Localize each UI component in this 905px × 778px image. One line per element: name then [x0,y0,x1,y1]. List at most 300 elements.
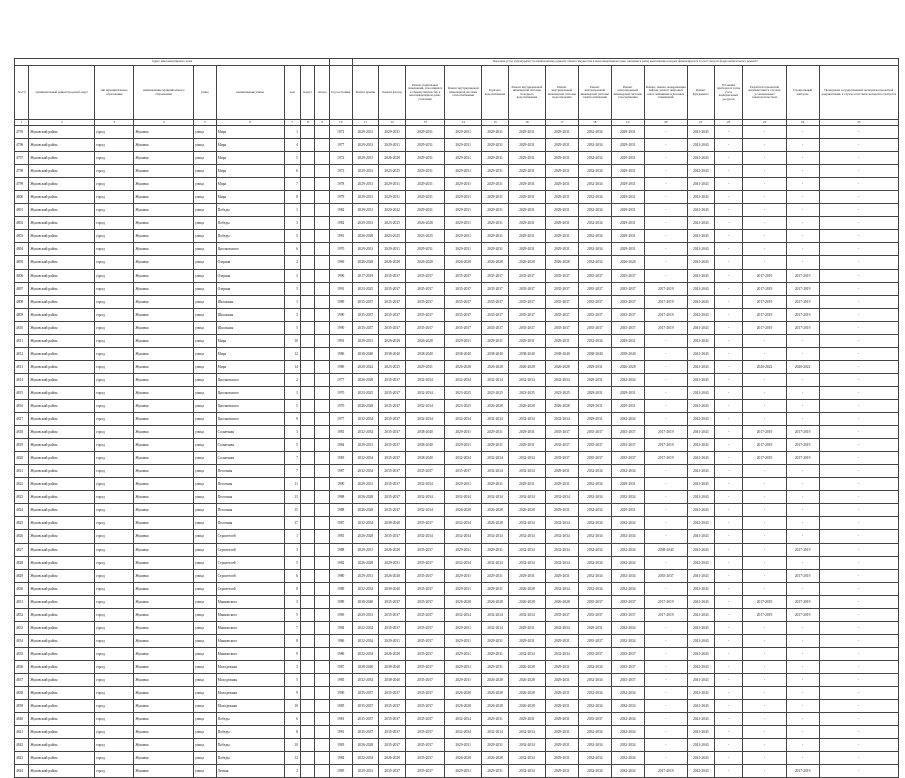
table-cell: - [743,386,786,399]
table-cell: - [786,413,819,426]
table-cell: Жуковка [134,426,194,439]
table-row [15,478,899,491]
table-cell: 2023-2025 [406,230,445,243]
table-cell: улица [194,386,217,399]
table-cell: - [743,752,786,765]
table-cell: 2026-2028 [482,687,509,700]
table-cell: 2041-2043 [687,752,714,765]
table-cell: - [786,556,819,569]
table-cell: 2032-2034 [545,621,578,634]
table-cell: 2041-2043 [687,139,714,152]
table-cell [315,256,330,269]
table-cell: 1988 [329,543,352,556]
table-cell: 10 [284,739,300,752]
table-cell: 2041-2043 [687,739,714,752]
table-cell [315,217,330,230]
table-cell: 2035-2037 [406,569,445,582]
table-cell: 2029-2031 [445,152,482,165]
table-cell [300,243,314,256]
table-cell: 2032-2034 [508,373,545,386]
table-cell: 2035-2037 [406,269,445,282]
table-cell: 2035-2037 [379,373,406,386]
table-cell: 2035-2037 [379,465,406,478]
table-cell: 2035-2037 [406,765,445,778]
table-cell: 2032-2034 [406,530,445,543]
table-cell: 2017-2019 [786,439,819,452]
table-cell: 2029-2031 [508,139,545,152]
table-cell [300,269,314,282]
table-cell: 2017-2019 [786,426,819,439]
table-cell: 2032-2034 [578,256,611,269]
table-cell: - [819,504,898,517]
table-cell: 2035-2037 [379,295,406,308]
table-cell: - [819,765,898,778]
table-cell: 2035-2037 [545,295,578,308]
table-cell: 2035-2037 [352,321,379,334]
table-cell: город [95,295,134,308]
table-cell: город [95,634,134,647]
table-cell: 4820 [15,452,29,465]
table-cell: 5 [284,608,300,621]
table-cell: 2029-2031 [482,217,509,230]
table-cell: 1969 [329,256,352,269]
table-cell: Жуковка [134,621,194,634]
table-cell: 2026-2028 [352,504,379,517]
table-cell: 2032-2034 [611,752,644,765]
table-cell: - [714,204,743,217]
table-cell: - [644,647,687,660]
table-cell: 2032-2034 [578,126,611,139]
table-cell: - [644,713,687,726]
table-cell: 2035-2037 [352,713,379,726]
table-cell: 2032-2034 [406,504,445,517]
table-cell: 4807 [15,282,29,295]
table-cell: - [743,465,786,478]
table-cell: город [95,504,134,517]
table-cell: 1973 [329,165,352,178]
table-cell [315,673,330,686]
table-cell: 1982 [329,217,352,230]
table-cell: город [95,256,134,269]
table-cell: 2041-2043 [687,556,714,569]
table-cell: 2032-2034 [352,517,379,530]
table-cell: улица [194,191,217,204]
table-cell: 2029-2031 [445,439,482,452]
table-cell: 2029-2031 [578,373,611,386]
table-cell [300,452,314,465]
table-cell: Циолковского [216,373,284,386]
table-cell: город [95,582,134,595]
table-cell [300,321,314,334]
table-cell: - [714,700,743,713]
table-cell: 2017-2019 [786,569,819,582]
table-cell [315,491,330,504]
table-cell: 2041-2043 [687,465,714,478]
table-cell: - [714,543,743,556]
table-cell [315,282,330,295]
table-cell: - [714,595,743,608]
table-cell: - [714,178,743,191]
table-cell: 2026-2028 [482,673,509,686]
table-cell: - [644,687,687,700]
table-cell: - [714,556,743,569]
table-cell: 2032-2034 [352,752,379,765]
table-cell: 4811 [15,334,29,347]
table-cell: 2041-2043 [687,178,714,191]
table-cell: 2029-2031 [352,334,379,347]
table-cell: 2029-2031 [406,204,445,217]
table-cell [315,569,330,582]
table-cell: Солнечная [216,452,284,465]
table-cell: 2026-2028 [545,256,578,269]
table-cell [300,660,314,673]
table-cell: - [714,426,743,439]
table-cell [315,191,330,204]
table-cell: улица [194,530,217,543]
column-header: Год постройки [329,66,352,120]
table-cell: 2035-2037 [352,687,379,700]
column-header: Проведение государственной экспертизы проектной документации, в случае если такая экспертиза требуется [819,66,898,120]
table-cell: 2026-2028 [482,700,509,713]
table-cell: - [644,191,687,204]
table-cell: 4796 [15,139,29,152]
column-number: 21 [687,120,714,126]
table-cell: - [819,204,898,217]
table-cell [315,347,330,360]
table-cell: - [743,491,786,504]
table-cell: - [819,426,898,439]
table-cell: 2038-2040 [379,517,406,530]
table-cell: город [95,517,134,530]
table-cell: Жуковка [134,673,194,686]
table-cell: Жуковка [134,713,194,726]
table-cell: 2038-2040 [445,347,482,360]
table-cell: - [714,660,743,673]
table-cell: улица [194,465,217,478]
table-cell: Летняя [216,765,284,778]
table-cell: Молодежная [216,673,284,686]
table-cell: Жуковский район [29,426,95,439]
table-cell: - [714,139,743,152]
table-cell: 2017-2019 [786,608,819,621]
table-cell: 2029-2031 [545,660,578,673]
table-cell: 2032-2034 [611,713,644,726]
table-cell: 2026-2028 [508,256,545,269]
table-cell: 4832 [15,608,29,621]
table-cell: 2035-2037 [352,700,379,713]
table-cell: 2032-2034 [578,165,611,178]
table-cell: улица [194,334,217,347]
table-cell: 2035-2037 [611,426,644,439]
table-cell: 2041-2043 [687,204,714,217]
table-cell [315,713,330,726]
table-cell: Маяковского [216,595,284,608]
table-cell: 2032-2034 [482,452,509,465]
table-row [15,360,899,373]
table-cell: 2041-2043 [687,700,714,713]
table-cell: - [786,347,819,360]
table-cell: 2032-2034 [578,139,611,152]
table-cell: 1990 [329,478,352,491]
table-cell: 2032-2034 [352,621,379,634]
table-cell [315,556,330,569]
table-cell: 2038-2040 [644,543,687,556]
table-cell [300,739,314,752]
table-cell: город [95,569,134,582]
table-cell: Строителей [216,530,284,543]
table-cell [300,543,314,556]
table-cell: 2041-2043 [687,660,714,673]
table-cell: 8 [284,191,300,204]
table-cell: 7 [284,178,300,191]
table-cell: Мира [216,139,284,152]
table-cell: 2032-2034 [508,752,545,765]
table-cell [315,413,330,426]
table-cell: - [786,673,819,686]
table-cell: 2035-2037 [578,295,611,308]
table-cell: 2035-2037 [611,439,644,452]
table-cell [315,543,330,556]
table-cell: 2029-2031 [508,230,545,243]
table-cell: - [644,634,687,647]
table-cell: 2029-2031 [352,543,379,556]
table-cell: 4810 [15,321,29,334]
table-cell: 2038-2040 [545,347,578,360]
table-cell: 2035-2037 [545,321,578,334]
table-cell: улица [194,517,217,530]
column-header: Ремонт внутридомовой инженерной системы холодного водоснабжения [508,66,545,120]
table-cell: - [819,399,898,412]
table-row [15,608,899,621]
table-cell: - [714,452,743,465]
table-cell: 2026-2028 [508,595,545,608]
table-cell: 2035-2037 [352,726,379,739]
table-cell: город [95,347,134,360]
table-cell: 1 [284,204,300,217]
table-cell: 2041-2043 [687,295,714,308]
table-cell: Жуковский район [29,321,95,334]
table-cell: 2029-2031 [352,217,379,230]
table-cell: 2041-2043 [687,399,714,412]
table-cell: - [714,308,743,321]
table-cell: 2032-2034 [578,465,611,478]
table-cell: - [743,569,786,582]
table-cell: 1984 [329,752,352,765]
table-cell: 2029-2031 [578,621,611,634]
table-cell: 9 [284,647,300,660]
table-cell: 4 [284,139,300,152]
table-cell: 2029-2031 [379,126,406,139]
table-cell: 2032-2034 [578,504,611,517]
table-cell [300,334,314,347]
table-cell: 2026-2028 [482,752,509,765]
table-cell [300,478,314,491]
table-cell: - [819,295,898,308]
table-cell: 2023-2025 [445,386,482,399]
table-cell: 4795 [15,126,29,139]
table-cell: 2041-2043 [687,569,714,582]
table-cell: 4840 [15,713,29,726]
table-cell: Жуковка [134,569,194,582]
table-cell: 2041-2043 [687,282,714,295]
table-cell: 2026-2028 [482,595,509,608]
table-cell: Строителей [216,582,284,595]
table-cell: 2032-2034 [611,687,644,700]
table-cell: - [743,178,786,191]
table-cell: 2032-2034 [611,739,644,752]
table-cell: 12 [284,752,300,765]
table-cell: 2029-2031 [482,126,509,139]
table-cell: Жуковский район [29,139,95,152]
table-cell: - [644,217,687,230]
table-cell: 2029-2031 [508,569,545,582]
table-body [15,126,899,778]
table-cell: - [786,386,819,399]
table-cell: - [819,439,898,452]
table-cell: 2035-2037 [482,308,509,321]
table-cell: 1985 [329,700,352,713]
table-cell: 2029-2031 [445,243,482,256]
table-cell: 2032-2034 [352,634,379,647]
table-cell: 4799 [15,178,29,191]
table-cell: - [819,126,898,139]
table-cell: Жуковский район [29,504,95,517]
table-cell: - [743,700,786,713]
table-cell: 2026-2028 [352,556,379,569]
table-cell: 2017-2019 [743,452,786,465]
table-cell: улица [194,243,217,256]
table-cell [300,230,314,243]
table-cell: 2032-2034 [445,713,482,726]
table-cell: 2032-2034 [482,530,509,543]
table-cell: 1985 [329,673,352,686]
column-number: 24 [786,120,819,126]
table-cell: 2029-2031 [445,178,482,191]
table-cell: 2029-2031 [611,126,644,139]
table-cell: Циолковского [216,243,284,256]
table-cell: 2041-2043 [687,713,714,726]
table-cell: 2029-2031 [508,713,545,726]
table-cell: Жуковка [134,217,194,230]
table-cell: Жуковка [134,517,194,530]
column-header: муниципальный район/городской округ [29,66,95,120]
table-cell: - [743,765,786,778]
table-cell: улица [194,504,217,517]
table-cell: 2032-2034 [578,478,611,491]
table-cell: - [819,582,898,595]
table-cell: Солнечная [216,439,284,452]
table-cell: 4833 [15,621,29,634]
table-cell: 2029-2031 [611,399,644,412]
table-cell: - [819,321,898,334]
table-cell: - [786,204,819,217]
table-cell: 2035-2037 [578,608,611,621]
table-cell: - [714,347,743,360]
column-number: 1 [15,120,29,126]
table-cell: 2029-2031 [545,569,578,582]
table-cell: - [743,126,786,139]
column-number: 25 [819,120,898,126]
table-cell: Жуковка [134,687,194,700]
table-cell: 2029-2031 [482,647,509,660]
table-cell: 2029-2031 [352,191,379,204]
table-cell: Жуковка [134,243,194,256]
table-cell: 4808 [15,295,29,308]
table-cell: - [714,217,743,230]
table-cell: - [714,126,743,139]
table-cell: 2029-2031 [445,126,482,139]
table-cell: 2032-2034 [445,373,482,386]
table-cell: - [714,413,743,426]
table-cell: 2035-2037 [445,295,482,308]
table-cell: 2041-2043 [687,504,714,517]
table-cell: 2026-2028 [482,504,509,517]
table-cell: улица [194,556,217,569]
table-cell: - [819,556,898,569]
table-cell: - [786,504,819,517]
table-cell: 2029-2031 [482,139,509,152]
table-cell: - [819,217,898,230]
table-cell: 2017-2019 [786,595,819,608]
table-row [15,347,899,360]
column-header: Ремонт фасада [379,66,406,120]
column-number: 5 [194,120,217,126]
table-cell: 2023-2025 [379,165,406,178]
table-row [15,334,899,347]
table-cell: Жуковский район [29,413,95,426]
table-cell: Жуковка [134,386,194,399]
table-cell: 4814 [15,373,29,386]
table-cell: 4828 [15,556,29,569]
table-cell: 4822 [15,478,29,491]
table-cell: 2032-2034 [578,152,611,165]
table-cell: 2041-2043 [687,308,714,321]
table-cell: 2035-2037 [482,321,509,334]
column-header: Разработка проектной документации в случаях, установленных законодательством [743,66,786,120]
table-cell: улица [194,256,217,269]
table-cell: - [786,165,819,178]
table-row [15,452,899,465]
table-cell: 2029-2031 [482,230,509,243]
table-cell: - [819,569,898,582]
table-cell: 2032-2034 [406,399,445,412]
table-cell: - [819,543,898,556]
table-row [15,178,899,191]
table-cell: 1 [284,530,300,543]
table-cell [300,386,314,399]
table-cell: Школьная [216,308,284,321]
table-cell: 2029-2031 [611,243,644,256]
table-cell: Жуковка [134,439,194,452]
table-cell: Жуковский район [29,556,95,569]
table-cell: 2032-2034 [406,386,445,399]
table-cell: 2026-2028 [352,256,379,269]
table-cell: 2032-2034 [508,413,545,426]
table-cell: 2017-2019 [786,269,819,282]
table-cell: - [819,634,898,647]
table-cell: 2035-2037 [406,517,445,530]
table-cell: - [819,334,898,347]
table-cell: Жуковка [134,139,194,152]
table-cell: 2029-2031 [508,217,545,230]
table-cell: 2035-2037 [406,556,445,569]
table-cell: - [786,152,819,165]
table-cell: улица [194,752,217,765]
table-cell: 2026-2028 [445,595,482,608]
table-cell: 2017-2019 [644,321,687,334]
table-cell [300,413,314,426]
table-cell: 2035-2037 [406,582,445,595]
